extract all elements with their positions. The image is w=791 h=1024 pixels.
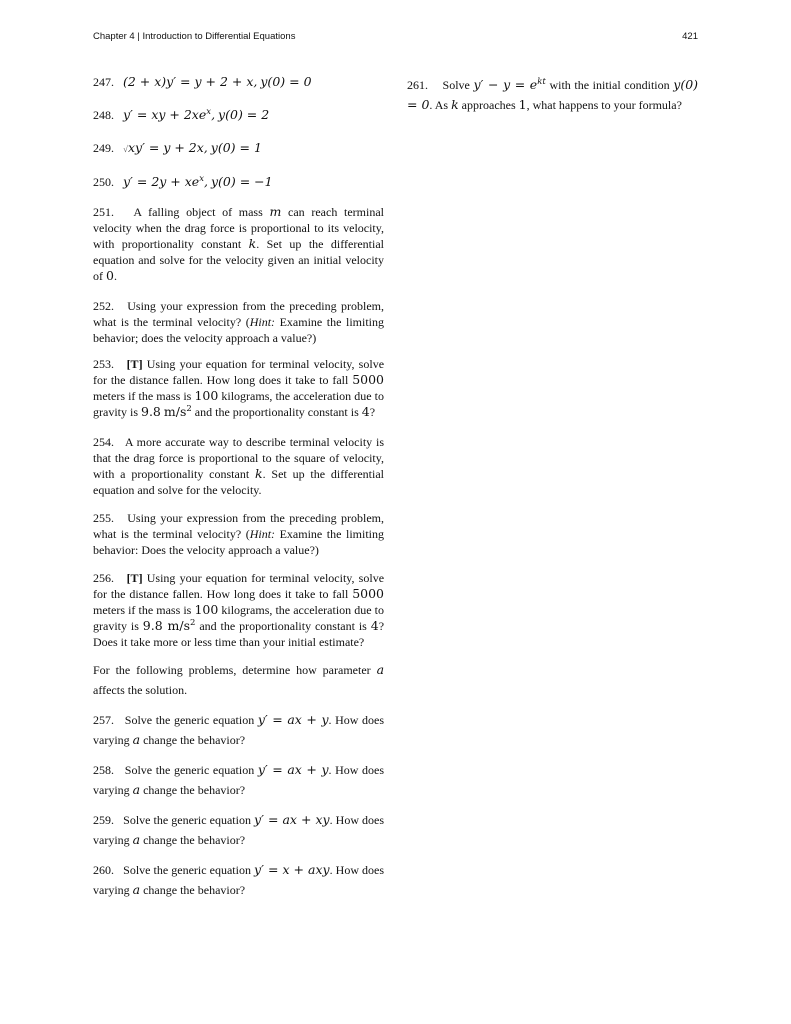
problem-249: 249. √xy′ = y + 2x, y(0) = 1 [93, 140, 262, 155]
problem-253: 253. [T] Using your equation for terminal velocity, solve for the distance fallen. How long does it take to fall 5000 meters if the mass is 100 kilograms, the acceleration due to gravity is 9.8 $m/s^2$ and the proportionality constant is 4? [93, 357, 385, 419]
problem-247: 247. (2 + x)y′ = y + 2 + x, y(0) = 0 [93, 74, 312, 89]
problem-250: 250. $y' = 2y + xe^x$, y(0) = −1 [93, 173, 273, 189]
right-column [407, 75, 698, 115]
page-number: 421 [682, 31, 698, 42]
problem-257: 257. Solve the generic equation y′ = ax + y. How does varying a change the behavior? [93, 712, 385, 747]
problem-256: 256. [T] Using your equation for terminal velocity, solve for the distance fallen. How long does it take to fall 5000 meters if the mass is 100 kilograms, the acceleration due to gravity is 9.8 $m/s^2$ and the proportionality constant is 4? Does it take more or less time than your initial estimate? [93, 571, 385, 649]
chapter-title: Chapter 4 | Introduction to Differential Equations [93, 31, 296, 42]
intro-parameter-a: For the following problems, determine how parameter a affects the solution. [93, 662, 385, 697]
page-header [93, 31, 698, 45]
problem-259: 259. Solve the generic equation y′ = ax + xy. How does varying a change the behavior? [93, 812, 385, 847]
problem-248: 248. y′ = xy + $2xe^x$, y(0) = 2 [93, 106, 270, 122]
problem-251: 251. A falling object of mass m can reach terminal velocity when the drag force is proportional to its velocity, with proportionality constant k. Set up the differential equation and solve for the velocity given an initial velocity of 0. [93, 204, 385, 283]
problem-261: 261. Solve $y' - y = e^{kt}$ with the initial condition y(0) = 0. As k approaches 1, what happens to your formula? [407, 76, 699, 112]
sqrt-icon: √ [123, 144, 128, 154]
problem-254: 254. A more accurate way to describe terminal velocity is that the drag force is proportional to the square of velocity, with a proportionality constant k. Set up the differential equation and solve for the velocity. [93, 435, 385, 497]
problem-258: 258. Solve the generic equation y′ = ax + y. How does varying a change the behavior? [93, 762, 385, 797]
problem-252: 252. Using your expression from the preceding problem, what is the terminal velocity? (Hint: Examine the limiting behavior; does the velocity approach a value?) [93, 299, 385, 345]
problem-260: 260. Solve the generic equation y′ = x + axy. How does varying a change the behavior? [93, 862, 385, 897]
left-column [93, 70, 384, 900]
problem-255: 255. Using your expression from the preceding problem, what is the terminal velocity? (Hint: Examine the limiting behavior: Does the velocity approach a value?) [93, 511, 385, 557]
